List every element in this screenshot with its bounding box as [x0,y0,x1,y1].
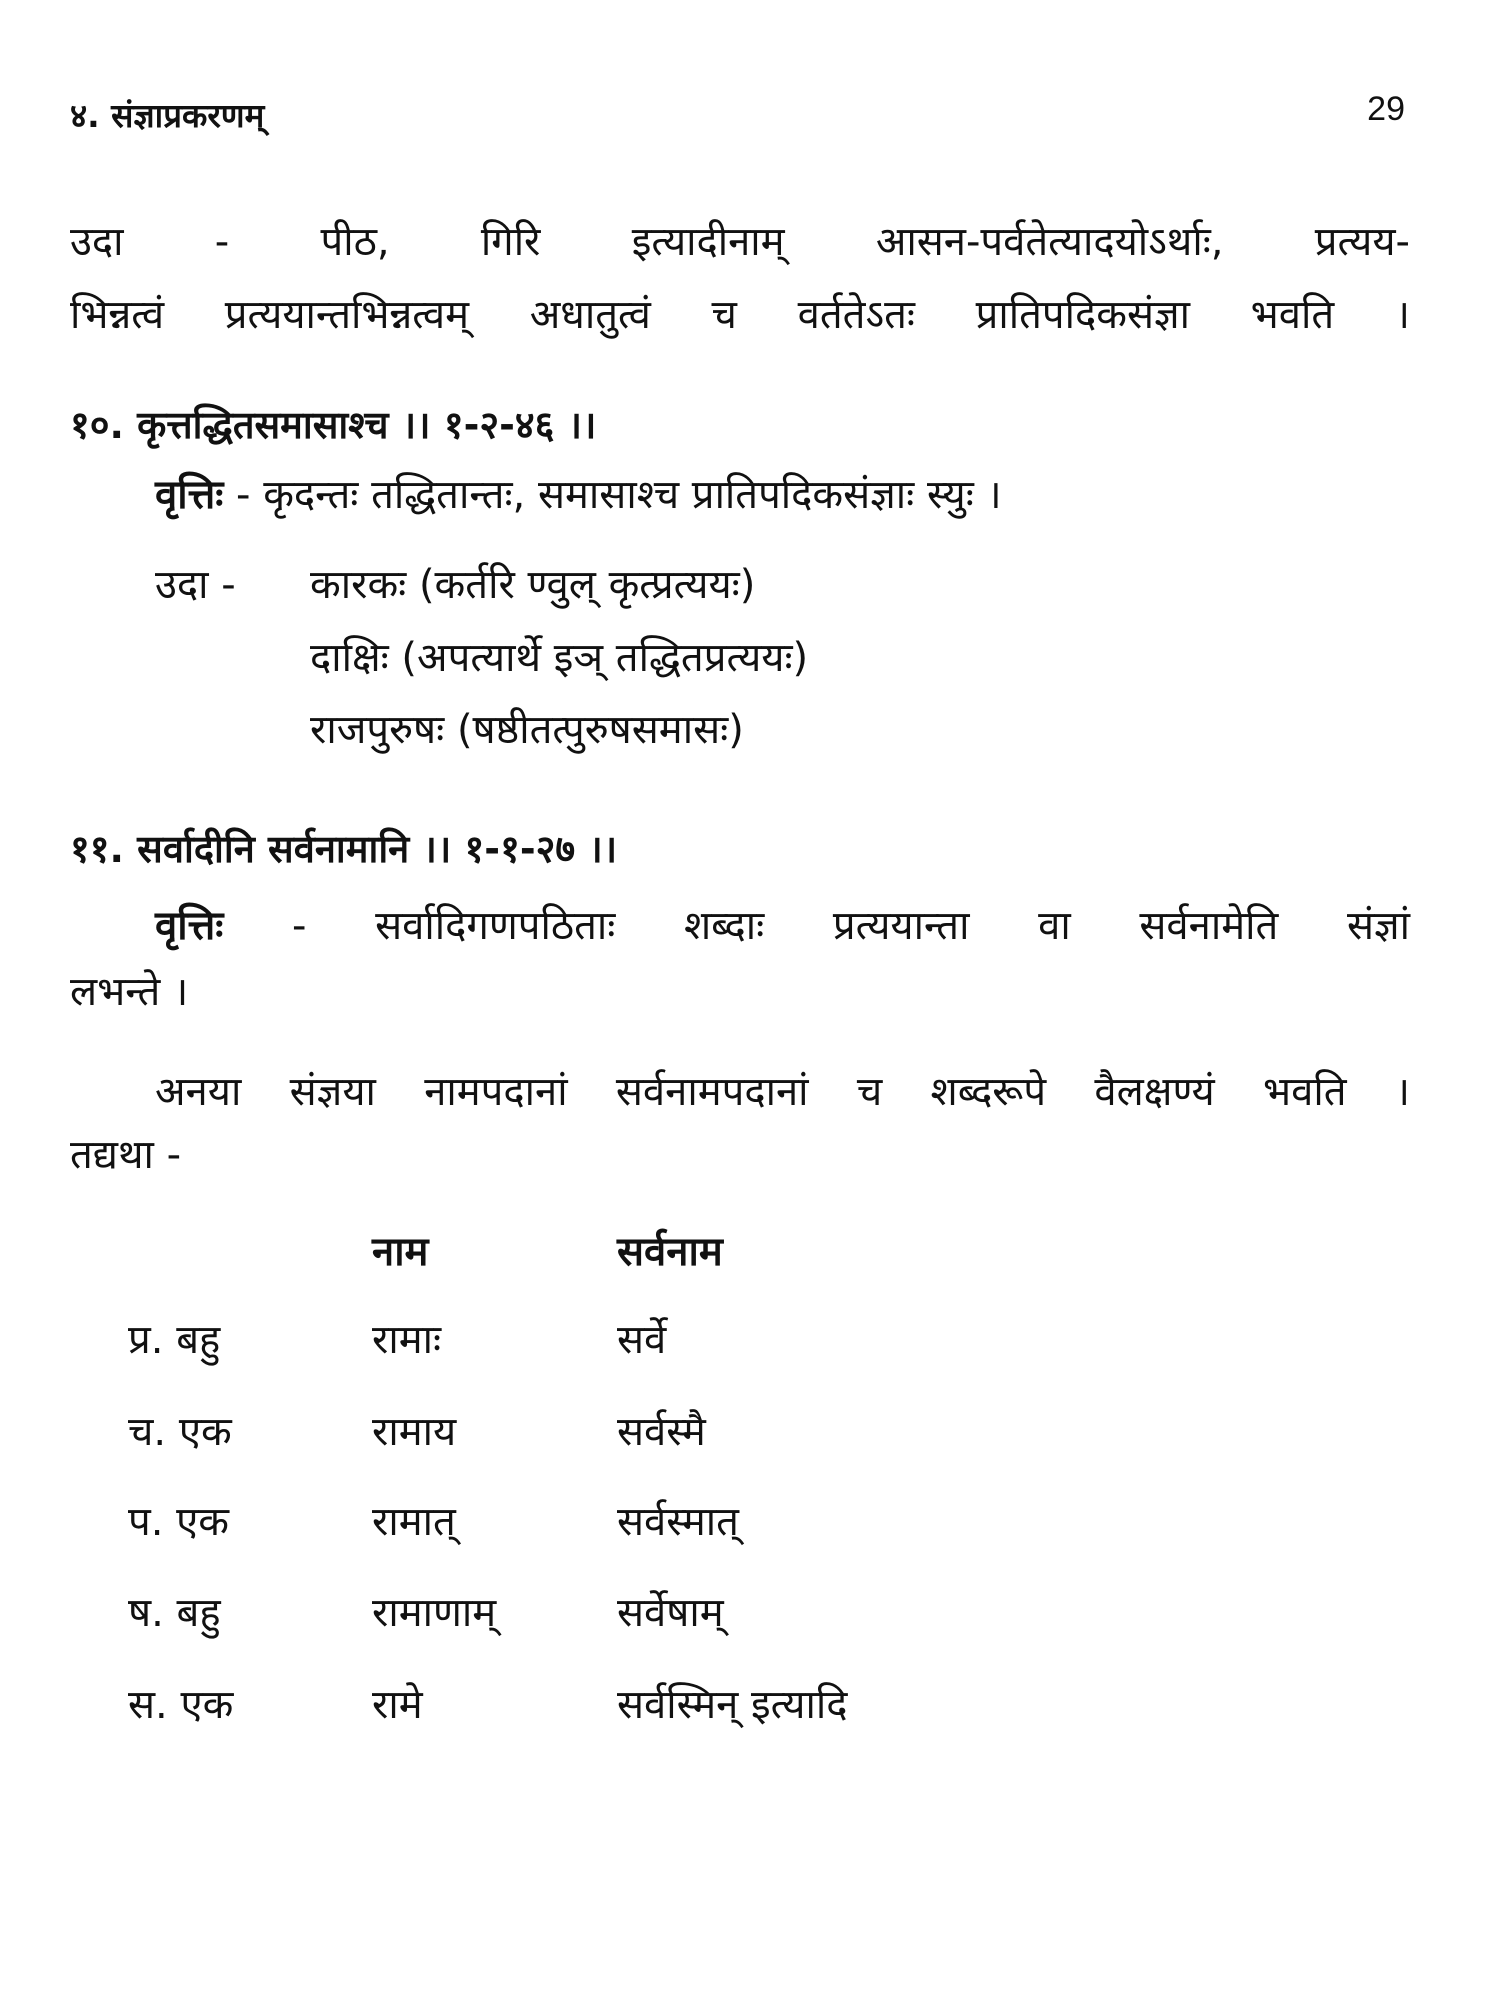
sutra-10-vrtti [155,472,1002,518]
running-title: ४. संज्ञाप्रकरणम् [70,96,265,135]
nama-cell: रामाणाम् [372,1590,497,1636]
sutra-11-vrtti-line-2: लभन्ते । [70,969,189,1015]
sutra-10-heading: १०. कृत्तद्धितसमासाश्च ।। १-२-४६ ।। [70,403,597,447]
vrtti-label: वृत्तिः [155,472,224,518]
case-cell: स. एक [128,1682,234,1728]
nama-cell: रामात् [372,1499,456,1545]
case-cell: प. एक [128,1499,229,1545]
example-3: राजपुरुषः (षष्ठीतत्पुरुषसमासः) [310,707,744,753]
table-header-sarvanama: सर्वनाम [617,1229,723,1275]
example-2: दाक्षिः (अपत्यार्थे इञ् तद्धितप्रत्ययः) [310,635,809,681]
sutra-11-heading: ११. सर्वादीनि सर्वनामानि ।। १-१-२७ ।। [70,827,618,871]
sarvanama-cell: सर्वस्मै [617,1409,706,1455]
case-cell: च. एक [128,1409,232,1455]
sarvanama-cell: सर्वे [617,1317,667,1363]
nama-cell: रामाः [372,1317,442,1363]
case-cell: प्र. बहु [128,1317,221,1363]
nama-cell: रामाय [372,1409,457,1455]
vrtti-text: - सर्वादिगणपठिताः शब्दाः प्रत्ययान्ता वा सर्वनामेति संज्ञां [223,903,1410,949]
page-number: 29 [1367,90,1405,128]
intro-line-2: भिन्नत्वं प्रत्ययान्तभिन्नत्वम् अधातुत्वं च वर्ततेऽतः प्रातिपदिकसंज्ञा भवति । [70,292,1410,338]
example-1: कारकः (कर्तरि ण्वुल् कृत्प्रत्ययः) [310,562,756,608]
sarvanama-cell: सर्वस्मात् [617,1499,739,1545]
sarvanama-cell: सर्वेषाम् [617,1590,724,1636]
vrtti-text: - कृदन्तः तद्धितान्तः, समासाश्च प्रातिपदिकसंज्ञाः स्युः । [223,472,1002,518]
para-line-1: अनया संज्ञया नामपदानां सर्वनामपदानां च शब्दरूपे वैलक्षण्यं भवति । [155,1069,1410,1115]
case-cell: ष. बहु [128,1590,221,1636]
nama-cell: रामे [372,1682,423,1728]
uda-label: उदा - [155,562,236,608]
intro-line-1: उदा - पीठ, गिरि इत्यादीनाम् आसन-पर्वतेत्यादयोऽर्थाः, प्रत्यय- [70,219,1410,265]
table-header-nama: नाम [372,1229,429,1275]
sutra-11-vrtti-line-1 [155,896,1410,951]
sarvanama-cell: सर्वस्मिन् इत्यादि [617,1682,848,1728]
vrtti-label: वृत्तिः [155,903,224,949]
para-line-2: तद्यथा - [70,1132,182,1178]
